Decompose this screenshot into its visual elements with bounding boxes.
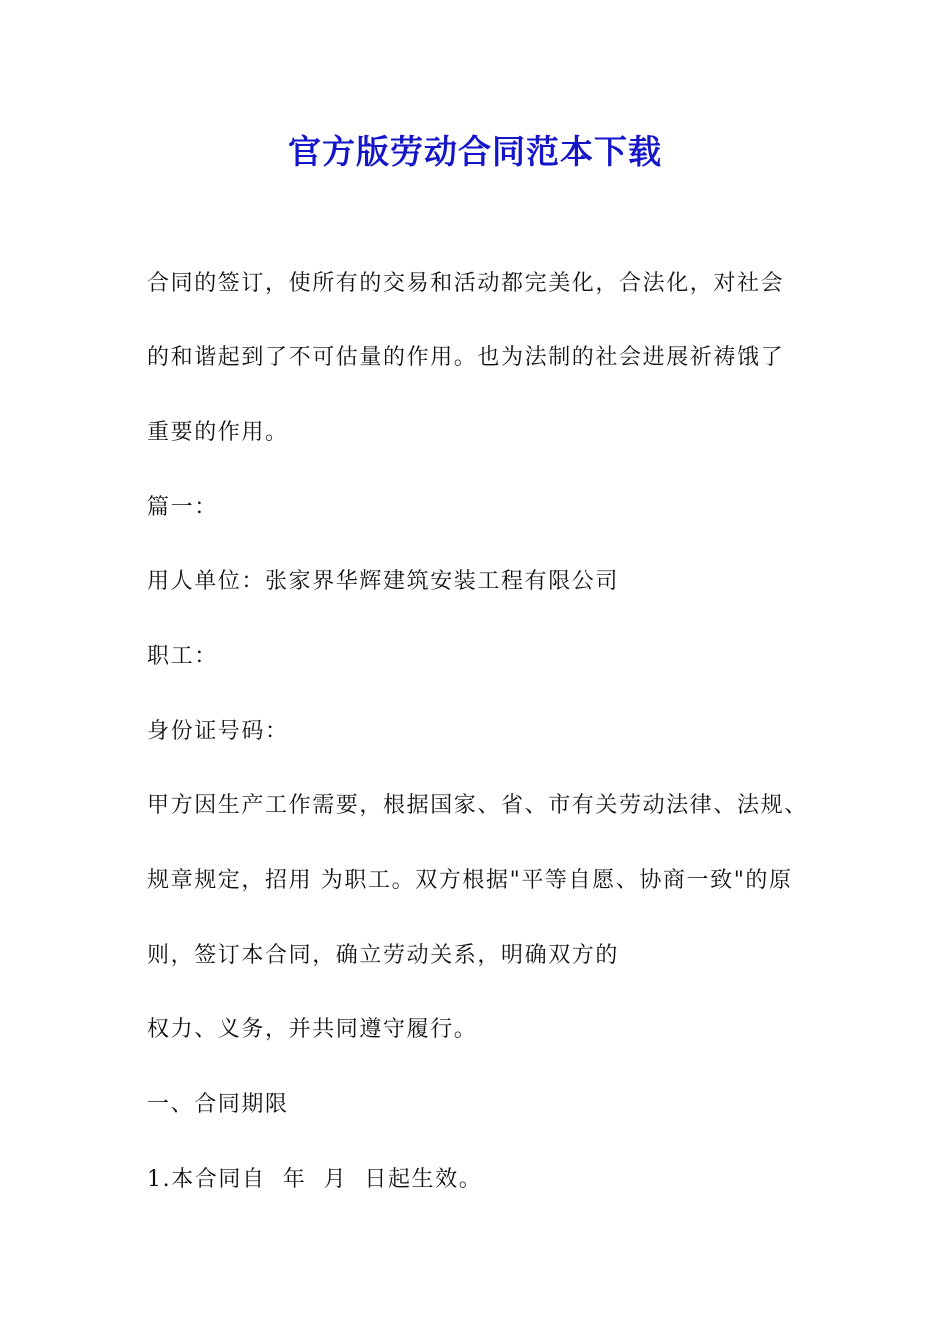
- clause-heading: 一、合同期限: [147, 1092, 289, 1117]
- paragraph-line: 合同的签订，使所有的交易和活动都完美化，合法化，对社会: [147, 271, 785, 296]
- paragraph-line: 规章规定，招用 为职工。双方根据"平等自愿、协商一致"的原: [147, 868, 793, 893]
- document-title: 官方版劳动合同范本下载: [288, 132, 662, 171]
- paragraph-line: 则，签订本合同，确立劳动关系，明确双方的: [147, 943, 620, 968]
- paragraph-line: 重要的作用。: [147, 420, 289, 445]
- id-number-line: 身份证号码：: [147, 719, 289, 744]
- paragraph-line: 甲方因生产工作需要，根据国家、省、市有关劳动法律、法规、: [147, 793, 808, 818]
- paragraph-line: 的和谐起到了不可估量的作用。也为法制的社会进展祈祷饿了: [147, 345, 785, 370]
- paragraph-line: 权力、义务，并共同遵守履行。: [147, 1017, 478, 1042]
- employer-line: 用人单位：张家界华辉建筑安装工程有限公司: [147, 569, 620, 594]
- section-heading: 篇一：: [147, 495, 218, 520]
- employee-line: 职工：: [147, 644, 218, 669]
- clause-item: 1.本合同自 年 月 日起生效。: [147, 1167, 483, 1192]
